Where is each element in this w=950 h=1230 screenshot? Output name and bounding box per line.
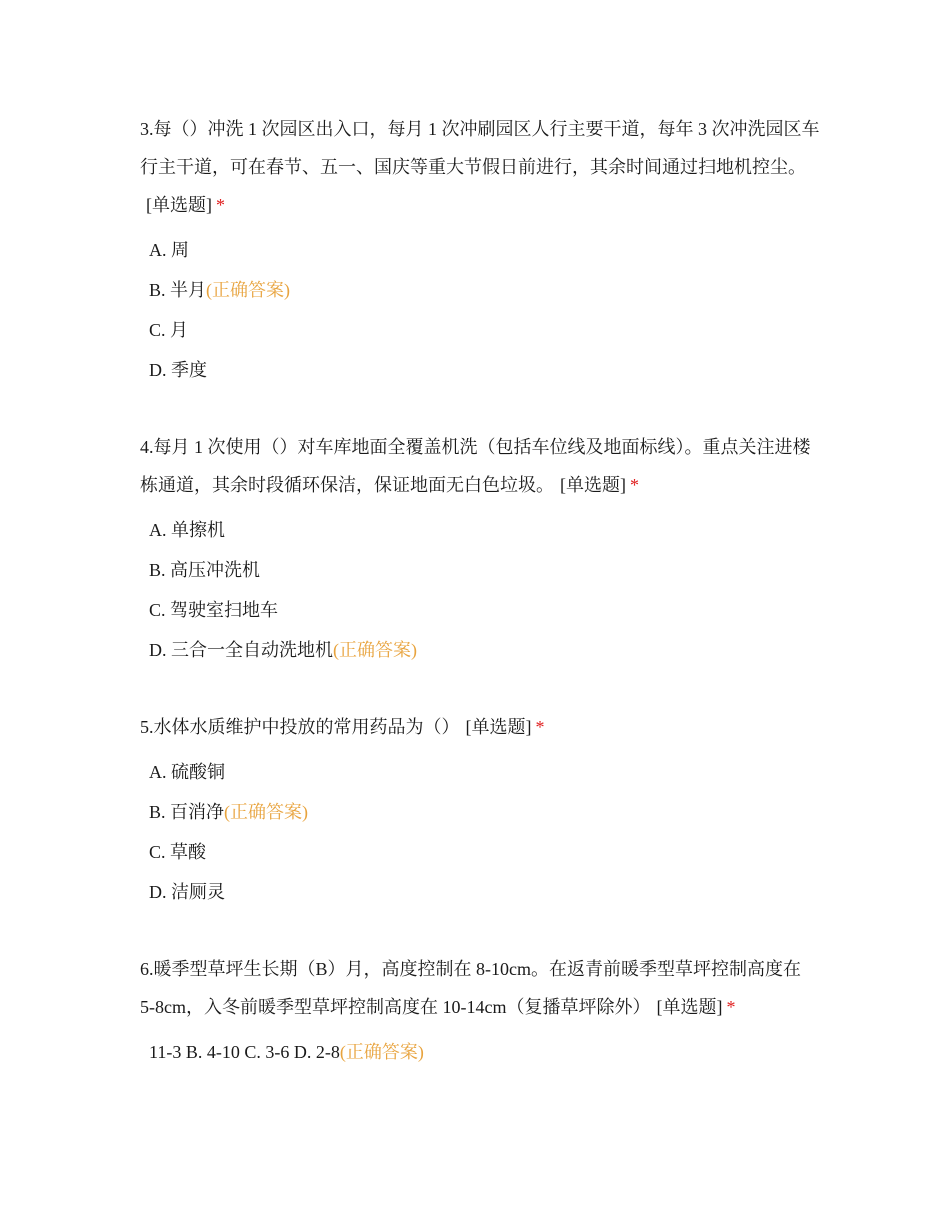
option-list xyxy=(140,1032,820,1072)
option-combined[interactable]: 11-3 B. 4-10 C. 3-6 D. 2-8(正确答案) xyxy=(149,1042,424,1062)
question-5 xyxy=(140,708,820,912)
question-3 xyxy=(140,110,820,390)
correct-answer-mark: (正确答案) xyxy=(339,1042,424,1062)
question-type-label: [单选题] xyxy=(560,475,626,495)
option-b[interactable]: B. 半月(正确答案) xyxy=(149,280,291,300)
question-4 xyxy=(140,428,820,670)
question-text: 6.暖季型草坪生长期（B）月，高度控制在 8-10cm。在返青前暖季型草坪控制高度在 5-8cm，入冬前暖季型草坪控制高度在 10-14cm（复播草坪除外） [单选题] * xyxy=(140,959,801,1017)
question-6 xyxy=(140,950,820,1072)
option-c[interactable]: C. 月 xyxy=(149,320,189,340)
option-list xyxy=(140,510,820,670)
option-a[interactable]: A. 硫酸铜 xyxy=(149,762,225,782)
required-asterisk: * xyxy=(535,717,545,737)
question-type-label: [单选题] xyxy=(146,195,212,215)
option-d[interactable]: D. 洁厕灵 xyxy=(149,882,225,902)
option-list xyxy=(140,230,820,390)
required-asterisk: * xyxy=(216,195,225,215)
option-b[interactable]: B. 高压冲洗机 xyxy=(149,560,261,580)
option-d[interactable]: D. 季度 xyxy=(149,360,207,380)
required-asterisk: * xyxy=(630,475,639,495)
question-type-label: [单选题] xyxy=(465,717,532,737)
option-c[interactable]: C. 驾驶室扫地车 xyxy=(149,600,279,620)
question-type-label: [单选题] xyxy=(656,997,723,1017)
correct-answer-mark: (正确答案) xyxy=(333,640,417,660)
option-list xyxy=(140,752,820,912)
option-d[interactable]: D. 三合一全自动洗地机(正确答案) xyxy=(149,640,417,660)
option-a[interactable]: A. 单擦机 xyxy=(149,520,225,540)
required-asterisk: * xyxy=(726,997,736,1017)
option-a[interactable]: A. 周 xyxy=(149,240,189,260)
question-text: 4.每月 1 次使用（）对车库地面全覆盖机洗（包括车位线及地面标线）。重点关注进楼栋通道，其余时段循环保洁，保证地面无白色垃圾。 [单选题] * xyxy=(140,437,811,495)
correct-answer-mark: (正确答案) xyxy=(206,280,291,300)
survey-page xyxy=(140,110,820,1110)
question-text: 5.水体水质维护中投放的常用药品为（） [单选题] * xyxy=(140,717,545,737)
option-b[interactable]: B. 百消净(正确答案) xyxy=(149,802,309,822)
correct-answer-mark: (正确答案) xyxy=(224,802,309,822)
option-c[interactable]: C. 草酸 xyxy=(149,842,207,862)
question-text: 3.每（）冲洗 1 次园区出入口，每月 1 次冲刷园区人行主要干道，每年 3 次冲洗园区车行主干道，可在春节、五一、国庆等重大节假日前进行，其余时间通过扫地机控尘。[单选题] * xyxy=(140,119,820,215)
